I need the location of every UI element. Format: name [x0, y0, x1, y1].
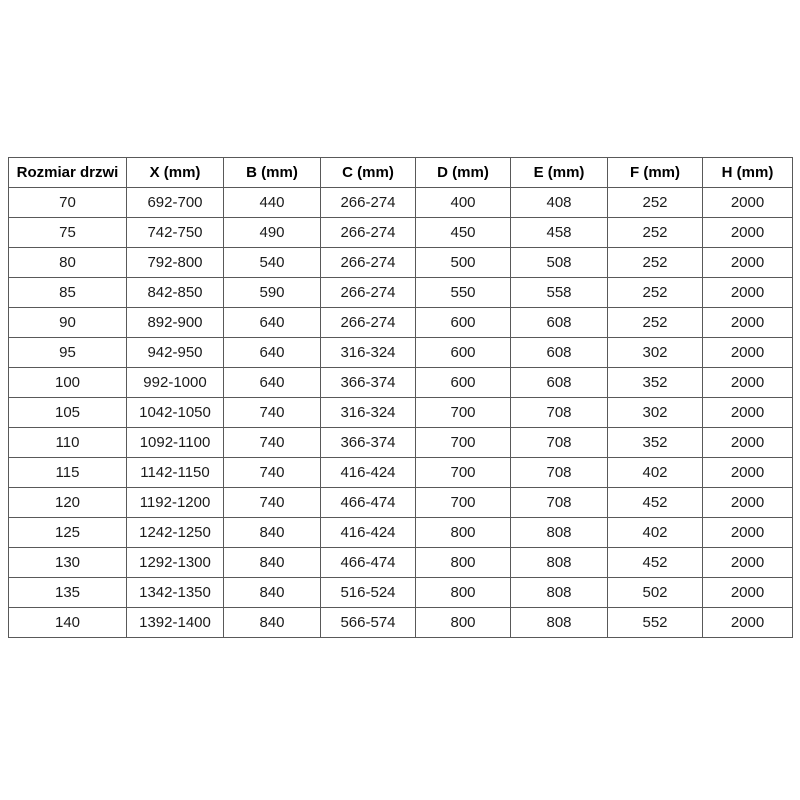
table-cell: 708	[511, 488, 608, 518]
table-cell: 135	[9, 578, 127, 608]
table-cell: 70	[9, 188, 127, 218]
table-cell: 550	[416, 278, 511, 308]
table-cell: 700	[416, 488, 511, 518]
table-cell: 700	[416, 398, 511, 428]
table-cell: 2000	[703, 278, 793, 308]
table-cell: 85	[9, 278, 127, 308]
table-cell: 466-474	[321, 488, 416, 518]
table-cell: 266-274	[321, 308, 416, 338]
table-cell: 840	[224, 518, 321, 548]
table-row	[9, 518, 793, 548]
table-cell: 408	[511, 188, 608, 218]
table-cell: 640	[224, 308, 321, 338]
column-header: F (mm)	[608, 158, 703, 188]
table-cell: 740	[224, 488, 321, 518]
table-cell: 708	[511, 428, 608, 458]
table-row	[9, 488, 793, 518]
table-cell: 800	[416, 608, 511, 638]
table-cell: 1042-1050	[127, 398, 224, 428]
table-cell: 2000	[703, 608, 793, 638]
table-cell: 692-700	[127, 188, 224, 218]
table-cell: 700	[416, 428, 511, 458]
table-row	[9, 338, 793, 368]
table-cell: 252	[608, 218, 703, 248]
table-cell: 316-324	[321, 338, 416, 368]
table-cell: 80	[9, 248, 127, 278]
table-cell: 266-274	[321, 188, 416, 218]
column-header: C (mm)	[321, 158, 416, 188]
table-cell: 1342-1350	[127, 578, 224, 608]
table-cell: 416-424	[321, 518, 416, 548]
table-cell: 2000	[703, 578, 793, 608]
table-cell: 452	[608, 548, 703, 578]
table-cell: 366-374	[321, 368, 416, 398]
table-cell: 2000	[703, 248, 793, 278]
column-header: Rozmiar drzwi	[9, 158, 127, 188]
table-row	[9, 218, 793, 248]
table-cell: 640	[224, 338, 321, 368]
table-cell: 450	[416, 218, 511, 248]
table-cell: 352	[608, 368, 703, 398]
table-cell: 490	[224, 218, 321, 248]
table-cell: 800	[416, 578, 511, 608]
table-cell: 608	[511, 308, 608, 338]
table-row	[9, 458, 793, 488]
table-cell: 105	[9, 398, 127, 428]
table-cell: 792-800	[127, 248, 224, 278]
table-cell: 600	[416, 308, 511, 338]
table-row	[9, 278, 793, 308]
table-cell: 608	[511, 338, 608, 368]
column-header: B (mm)	[224, 158, 321, 188]
table-cell: 266-274	[321, 278, 416, 308]
table-cell: 100	[9, 368, 127, 398]
table-cell: 2000	[703, 548, 793, 578]
table-cell: 1092-1100	[127, 428, 224, 458]
table-row	[9, 248, 793, 278]
table-row	[9, 548, 793, 578]
table-cell: 366-374	[321, 428, 416, 458]
table-row	[9, 188, 793, 218]
table-cell: 558	[511, 278, 608, 308]
table-cell: 808	[511, 608, 608, 638]
table-cell: 500	[416, 248, 511, 278]
table-cell: 740	[224, 458, 321, 488]
door-size-spec-table	[8, 157, 793, 638]
table-cell: 2000	[703, 338, 793, 368]
table-cell: 252	[608, 188, 703, 218]
table-cell: 502	[608, 578, 703, 608]
table-cell: 452	[608, 488, 703, 518]
table-cell: 266-274	[321, 248, 416, 278]
table-cell: 840	[224, 578, 321, 608]
table-cell: 400	[416, 188, 511, 218]
table-cell: 125	[9, 518, 127, 548]
table-cell: 640	[224, 368, 321, 398]
table-cell: 800	[416, 548, 511, 578]
table-cell: 1292-1300	[127, 548, 224, 578]
table-cell: 508	[511, 248, 608, 278]
table-cell: 516-524	[321, 578, 416, 608]
table-cell: 600	[416, 338, 511, 368]
table-cell: 458	[511, 218, 608, 248]
table-cell: 566-574	[321, 608, 416, 638]
column-header: X (mm)	[127, 158, 224, 188]
table-cell: 1242-1250	[127, 518, 224, 548]
table-cell: 840	[224, 608, 321, 638]
table-cell: 1192-1200	[127, 488, 224, 518]
table-cell: 2000	[703, 218, 793, 248]
table-cell: 2000	[703, 428, 793, 458]
table-cell: 130	[9, 548, 127, 578]
table-cell: 2000	[703, 398, 793, 428]
table-row	[9, 578, 793, 608]
table-cell: 302	[608, 398, 703, 428]
table-row	[9, 608, 793, 638]
table-cell: 700	[416, 458, 511, 488]
column-header: D (mm)	[416, 158, 511, 188]
table-cell: 808	[511, 548, 608, 578]
table-body	[9, 188, 793, 638]
table-row	[9, 428, 793, 458]
table-cell: 95	[9, 338, 127, 368]
table-cell: 440	[224, 188, 321, 218]
table-cell: 552	[608, 608, 703, 638]
table-cell: 600	[416, 368, 511, 398]
table-cell: 115	[9, 458, 127, 488]
table-row	[9, 398, 793, 428]
table-cell: 2000	[703, 308, 793, 338]
table-cell: 140	[9, 608, 127, 638]
table-cell: 2000	[703, 518, 793, 548]
column-header: H (mm)	[703, 158, 793, 188]
table-cell: 402	[608, 458, 703, 488]
table-cell: 416-424	[321, 458, 416, 488]
table-cell: 90	[9, 308, 127, 338]
table-cell: 842-850	[127, 278, 224, 308]
table-cell: 316-324	[321, 398, 416, 428]
table-cell: 120	[9, 488, 127, 518]
table-cell: 466-474	[321, 548, 416, 578]
table-cell: 740	[224, 398, 321, 428]
table-cell: 252	[608, 278, 703, 308]
table-cell: 708	[511, 458, 608, 488]
table-cell: 2000	[703, 458, 793, 488]
table-cell: 742-750	[127, 218, 224, 248]
table-cell: 2000	[703, 368, 793, 398]
table-cell: 942-950	[127, 338, 224, 368]
table-cell: 808	[511, 518, 608, 548]
table-cell: 590	[224, 278, 321, 308]
table-cell: 540	[224, 248, 321, 278]
table-cell: 266-274	[321, 218, 416, 248]
table-cell: 840	[224, 548, 321, 578]
table-row	[9, 308, 793, 338]
header-row	[9, 158, 793, 188]
column-header: E (mm)	[511, 158, 608, 188]
table-cell: 740	[224, 428, 321, 458]
table-row	[9, 368, 793, 398]
table-cell: 1142-1150	[127, 458, 224, 488]
table-header	[9, 158, 793, 188]
table-cell: 808	[511, 578, 608, 608]
table-cell: 252	[608, 308, 703, 338]
table-cell: 352	[608, 428, 703, 458]
table-cell: 2000	[703, 488, 793, 518]
table-cell: 608	[511, 368, 608, 398]
table-cell: 302	[608, 338, 703, 368]
table-cell: 110	[9, 428, 127, 458]
table-cell: 2000	[703, 188, 793, 218]
table-cell: 992-1000	[127, 368, 224, 398]
table-cell: 892-900	[127, 308, 224, 338]
table-cell: 402	[608, 518, 703, 548]
table-cell: 75	[9, 218, 127, 248]
table-cell: 800	[416, 518, 511, 548]
table-cell: 708	[511, 398, 608, 428]
table-cell: 1392-1400	[127, 608, 224, 638]
table-cell: 252	[608, 248, 703, 278]
